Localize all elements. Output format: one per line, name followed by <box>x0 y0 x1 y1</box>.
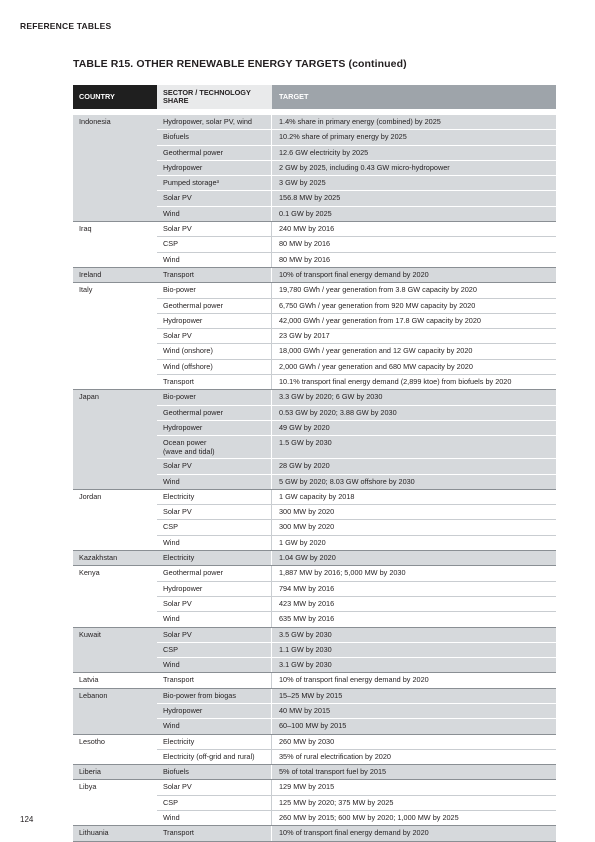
country-group <box>73 551 556 566</box>
sector-cell: Hydropower <box>157 421 272 435</box>
country-rows <box>157 283 556 389</box>
table-row <box>157 252 556 267</box>
table-row <box>157 283 556 297</box>
country-rows <box>157 735 556 765</box>
table-row <box>157 206 556 221</box>
sector-cell: CSP <box>157 520 272 534</box>
sector-cell: Geothermal power <box>157 406 272 420</box>
table-row <box>157 298 556 313</box>
table-row <box>157 810 556 825</box>
table-row <box>157 328 556 343</box>
sector-cell: Wind (onshore) <box>157 344 272 358</box>
sector-cell: Transport <box>157 673 272 687</box>
target-cell: 1.04 GW by 2020 <box>279 553 336 563</box>
table-row <box>157 826 556 840</box>
table-row <box>157 596 556 611</box>
sector-cell: Wind <box>157 811 272 825</box>
sector-cell: Hydropower, solar PV, wind <box>157 115 272 129</box>
country-name: Ireland <box>79 269 102 279</box>
country-group <box>73 735 556 766</box>
sector-cell: Solar PV <box>157 222 272 236</box>
table-row <box>157 504 556 519</box>
country-group <box>73 826 556 841</box>
sector-cell: Solar PV <box>157 597 272 611</box>
country-name: Kuwait <box>79 629 101 639</box>
country-name: Japan <box>79 392 99 402</box>
sector-cell: Transport <box>157 375 272 389</box>
country-name: Indonesia <box>79 117 111 126</box>
sector-cell: Geothermal power <box>157 299 272 313</box>
country-name: Kazakhstan <box>79 553 118 563</box>
target-cell: 1 GW capacity by 2018 <box>279 491 355 501</box>
country-rows <box>157 673 556 687</box>
country-name: Lesotho <box>79 736 105 746</box>
target-cell: 5% of total transport fuel by 2015 <box>279 767 387 777</box>
target-cell: 3.3 GW by 2020; 6 GW by 2030 <box>279 392 383 402</box>
target-cell: 12.6 GW electricity by 2025 <box>279 147 369 157</box>
target-cell: 5 GW by 2020; 8.03 GW offshore by 2030 <box>279 476 415 486</box>
target-cell: 635 MW by 2016 <box>279 614 335 624</box>
sector-cell: CSP <box>157 796 272 810</box>
country-group <box>73 268 556 283</box>
country-group <box>73 566 556 627</box>
table-row <box>157 780 556 794</box>
target-cell: 300 MW by 2020 <box>279 507 335 517</box>
column-header-sector: SECTOR / TECHNOLOGY SHARE <box>157 85 272 109</box>
country-rows <box>157 689 556 734</box>
sector-cell: Solar PV <box>157 459 272 473</box>
sector-cell: Wind <box>157 612 272 626</box>
target-cell: 300 MW by 2020 <box>279 522 335 532</box>
table-row <box>157 313 556 328</box>
sector-cell: Hydropower <box>157 582 272 596</box>
target-cell: 2 GW by 2025, including 0.43 GW micro-hydropower <box>279 162 450 172</box>
table-row <box>157 190 556 205</box>
target-cell: 15–25 MW by 2015 <box>279 690 343 700</box>
country-rows <box>157 780 556 825</box>
target-cell: 240 MW by 2016 <box>279 224 335 234</box>
sector-cell: Wind <box>157 475 272 489</box>
target-cell: 19,780 GWh / year generation from 3.8 GW capacity by 2020 <box>279 285 477 295</box>
country-group <box>73 689 556 735</box>
target-cell: 1 GW by 2020 <box>279 537 326 547</box>
country-group <box>73 490 556 551</box>
target-cell: 0.53 GW by 2020; 3.88 GW by 2030 <box>279 407 397 417</box>
table-row <box>157 703 556 718</box>
table-row <box>157 435 556 458</box>
table-row <box>157 795 556 810</box>
table-row <box>157 359 556 374</box>
target-cell: 1.4% share in primary energy (combined) by 2025 <box>279 117 441 126</box>
country-rows <box>157 222 556 267</box>
target-cell: 3.1 GW by 2030 <box>279 660 332 670</box>
country-group <box>73 628 556 674</box>
table-header <box>73 85 556 109</box>
target-cell: 794 MW by 2016 <box>279 583 335 593</box>
target-cell: 80 MW by 2016 <box>279 239 331 249</box>
country-name: Lithuania <box>79 828 109 838</box>
target-cell: 3.5 GW by 2030 <box>279 629 332 639</box>
target-cell: 60–100 MW by 2015 <box>279 721 347 731</box>
target-cell: 10.2% share of primary energy by 2025 <box>279 132 407 142</box>
table-row <box>157 458 556 473</box>
target-cell: 2,000 GWh / year generation and 680 MW capacity by 2020 <box>279 361 473 371</box>
country-name: Latvia <box>79 675 99 685</box>
table-row <box>157 581 556 596</box>
target-cell: 6,750 GWh / year generation from 920 MW capacity by 2020 <box>279 300 476 310</box>
target-cell: 260 MW by 2015; 600 MW by 2020; 1,000 MW by 2025 <box>279 813 459 823</box>
table-row <box>157 474 556 489</box>
sector-cell: CSP <box>157 237 272 251</box>
target-cell: 10% of transport final energy demand by 2020 <box>279 269 429 279</box>
sector-cell: Pumped storage³ <box>157 176 272 190</box>
table-row <box>157 718 556 733</box>
table-row <box>157 519 556 534</box>
target-cell: 3 GW by 2025 <box>279 178 326 188</box>
table-row <box>157 129 556 144</box>
sector-cell: Wind <box>157 253 272 267</box>
country-rows <box>157 566 556 626</box>
target-cell: 10.1% transport final energy demand (2,899 ktoe) from biofuels by 2020 <box>279 377 512 387</box>
target-cell: 1.1 GW by 2030 <box>279 644 332 654</box>
table-row <box>157 236 556 251</box>
table-row <box>157 689 556 703</box>
section-header: REFERENCE TABLES <box>20 21 112 31</box>
sector-cell: Electricity <box>157 551 272 565</box>
target-cell: 42,000 GWh / year generation from 17.8 GW capacity by 2020 <box>279 315 481 325</box>
table-row <box>157 642 556 657</box>
sector-cell: Wind <box>157 207 272 221</box>
sector-cell: Geothermal power <box>157 146 272 160</box>
table-row <box>157 628 556 642</box>
table-row <box>157 551 556 565</box>
target-cell: 0.1 GW by 2025 <box>279 208 332 218</box>
table-row <box>157 535 556 550</box>
country-group <box>73 115 556 222</box>
country-group <box>73 283 556 390</box>
sector-cell: Wind (offshore) <box>157 360 272 374</box>
table-body <box>73 115 556 842</box>
sector-cell: Biofuels <box>157 765 272 779</box>
sector-cell: Wind <box>157 658 272 672</box>
table-row <box>157 222 556 236</box>
column-header-target: TARGET <box>272 85 556 109</box>
table-row <box>157 735 556 749</box>
sector-cell: Bio-power <box>157 283 272 297</box>
sector-cell: Solar PV <box>157 505 272 519</box>
table-row <box>157 490 556 504</box>
sector-cell: Wind <box>157 536 272 550</box>
country-group <box>73 673 556 688</box>
table-row <box>157 420 556 435</box>
table-row <box>157 657 556 672</box>
sector-cell: CSP <box>157 643 272 657</box>
country-rows <box>157 765 556 779</box>
sector-cell: Ocean power (wave and tidal) <box>157 436 272 458</box>
sector-cell: Transport <box>157 826 272 840</box>
table-row <box>157 611 556 626</box>
sector-cell: Electricity (off-grid and rural) <box>157 750 272 764</box>
country-rows <box>157 490 556 550</box>
column-header-country: COUNTRY <box>73 85 157 109</box>
country-rows <box>157 826 556 840</box>
country-name: Kenya <box>79 568 100 578</box>
sector-cell: Geothermal power <box>157 566 272 580</box>
sector-cell: Bio-power <box>157 390 272 404</box>
country-group <box>73 222 556 268</box>
sector-cell: Solar PV <box>157 628 272 642</box>
target-cell: 423 MW by 2016 <box>279 598 335 608</box>
sector-cell: Solar PV <box>157 780 272 794</box>
sector-cell: Biofuels <box>157 130 272 144</box>
country-rows <box>157 551 556 565</box>
table-row <box>157 673 556 687</box>
table-row <box>157 765 556 779</box>
target-cell: 10% of transport final energy demand by 2020 <box>279 675 429 685</box>
country-name: Iraq <box>79 224 92 234</box>
table-row <box>157 749 556 764</box>
table-row <box>157 175 556 190</box>
sector-cell: Hydropower <box>157 314 272 328</box>
country-group <box>73 780 556 826</box>
table-row <box>157 405 556 420</box>
country-name: Italy <box>79 285 93 295</box>
target-cell: 1.5 GW by 2030 <box>279 438 332 448</box>
sector-cell: Solar PV <box>157 329 272 343</box>
target-cell: 23 GW by 2017 <box>279 331 330 341</box>
table-row <box>157 145 556 160</box>
target-cell: 18,000 GWh / year generation and 12 GW capacity by 2020 <box>279 346 473 356</box>
target-cell: 40 MW by 2015 <box>279 705 331 715</box>
country-rows <box>157 268 556 282</box>
target-cell: 1,887 MW by 2016; 5,000 MW by 2030 <box>279 568 406 578</box>
target-cell: 28 GW by 2020 <box>279 461 330 471</box>
table-row <box>157 115 556 129</box>
target-cell: 156.8 MW by 2025 <box>279 193 341 203</box>
sector-cell: Electricity <box>157 735 272 749</box>
country-rows <box>157 390 556 488</box>
target-cell: 10% of transport final energy demand by 2020 <box>279 828 429 838</box>
country-name: Liberia <box>79 767 101 777</box>
country-group <box>73 765 556 780</box>
target-cell: 49 GW by 2020 <box>279 422 330 432</box>
target-cell: 129 MW by 2015 <box>279 782 335 792</box>
country-group <box>73 390 556 489</box>
target-cell: 35% of rural electrification by 2020 <box>279 751 391 761</box>
table-row <box>157 374 556 389</box>
sector-cell: Transport <box>157 268 272 282</box>
sector-cell: Wind <box>157 719 272 733</box>
table-row <box>157 268 556 282</box>
target-cell: 125 MW by 2020; 375 MW by 2025 <box>279 797 394 807</box>
sector-cell: Hydropower <box>157 704 272 718</box>
country-rows <box>157 628 556 673</box>
table-row <box>157 390 556 404</box>
country-name: Jordan <box>79 491 102 501</box>
country-rows <box>157 115 556 221</box>
sector-cell: Hydropower <box>157 161 272 175</box>
country-name: Libya <box>79 782 97 792</box>
targets-table <box>73 85 556 842</box>
target-cell: 260 MW by 2030 <box>279 736 335 746</box>
country-name: Lebanon <box>79 690 108 700</box>
table-row <box>157 160 556 175</box>
sector-cell: Solar PV <box>157 191 272 205</box>
table-row <box>157 566 556 580</box>
sector-cell: Electricity <box>157 490 272 504</box>
page-number: 124 <box>20 815 34 824</box>
target-cell: 80 MW by 2016 <box>279 254 331 264</box>
table-title: TABLE R15. OTHER RENEWABLE ENERGY TARGETS (continued) <box>73 58 407 70</box>
sector-cell: Bio-power from biogas <box>157 689 272 703</box>
table-row <box>157 343 556 358</box>
